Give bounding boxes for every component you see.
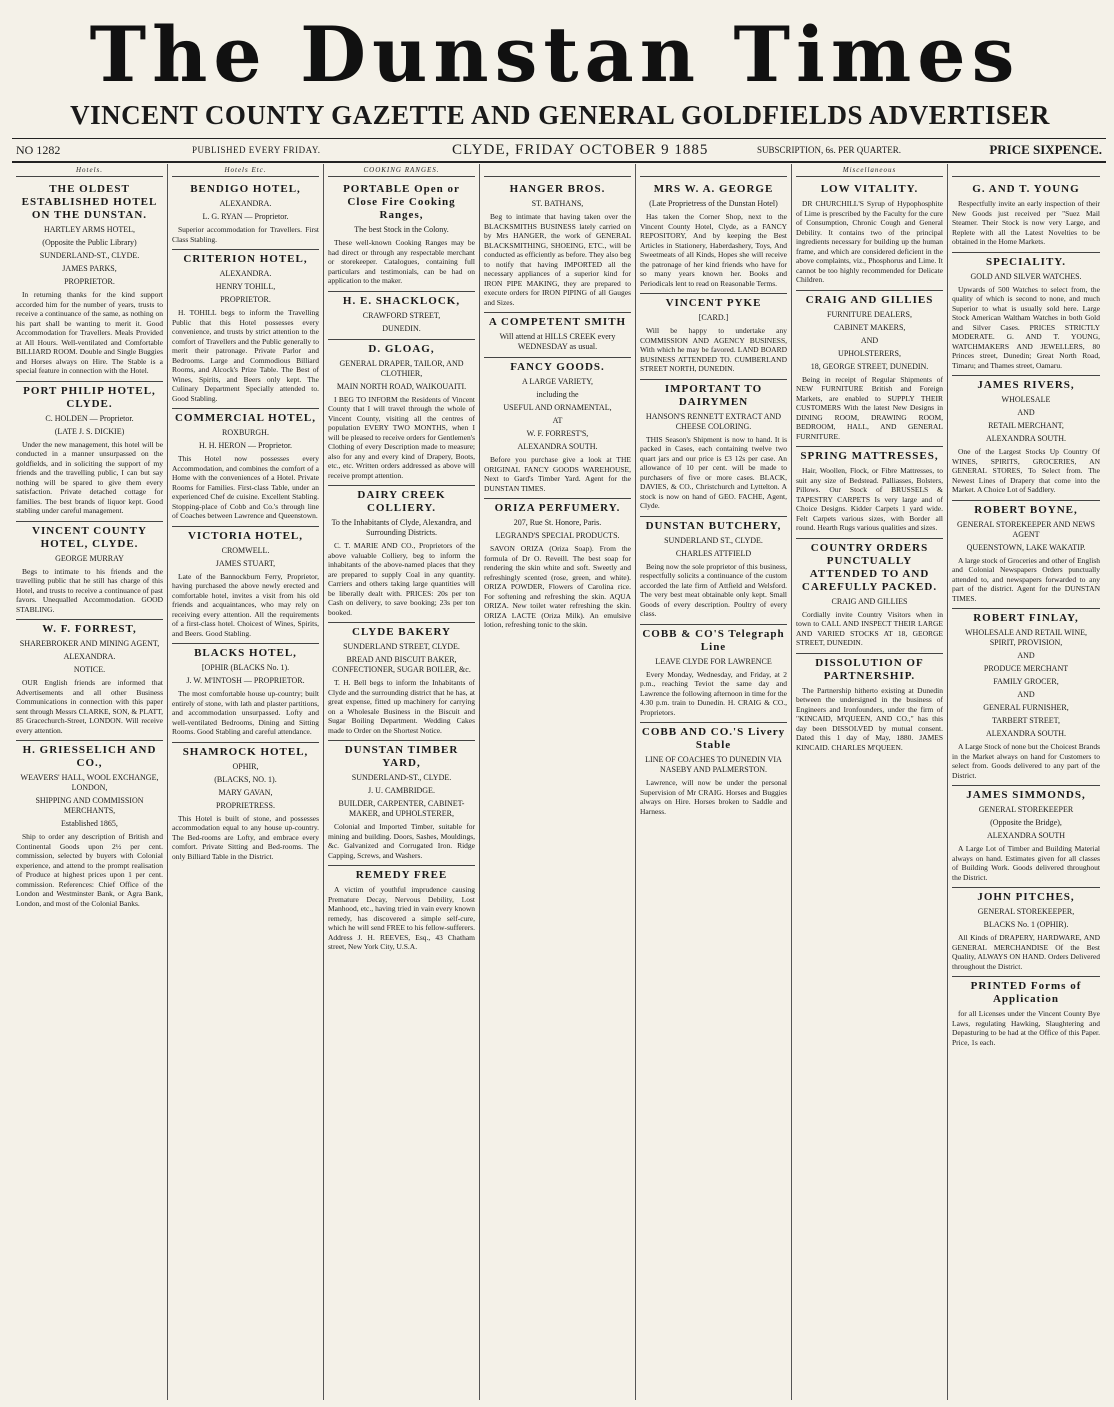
ad-body: C. T. MARIE AND CO., Proprietors of the above valuable Colliery, beg to inform the inhabitants of the above-named places that they are prepared to supply Coal in any quantity. Carriers and others taking large quantities will be liberally dealt with. PRICES: 20s per ton Cash on delivery, to save booking; 23s per ton booked. (328, 541, 475, 617)
advertisement (952, 786, 1100, 888)
ad-line: GENERAL STOREKEEPER (978, 805, 1074, 814)
ad-body: Under the new management, this hotel will be conducted in a manner unsurpassed on the goldfields, and in soliciting the support of my friends and the travelling public, I can but say nothing will be spared to give them every satisfaction. Private detached cottage for families. The best brands of liquor kept. Good stabling under careful management. (16, 439, 163, 515)
advertisement (484, 313, 631, 358)
ad-body: Every Monday, Wednesday, and Friday, at 2 p.m., reaching Teviot the same day and Lawrence the following afternoon in time for the 4.30 p.m. train to Dunedin. H. CRAIG & CO., Proprietors. (640, 669, 787, 717)
ad-title: IMPORTANT TO DAIRYMEN (664, 382, 763, 408)
ad-body: A Large Lot of Timber and Building Material always on hand. Estimates given for all classes of Building Work. Goods delivered throughout the District. (952, 844, 1100, 882)
ad-line: (BLACKS, NO. 1). (214, 774, 277, 784)
ad-title: VINCENT COUNTY HOTEL, CLYDE. (32, 524, 147, 550)
ad-body: DR CHURCHILL'S Syrup of Hypophosphite of Lime is prescribed by the Faculty for the cure of Consumption, Chronic Cough and General Debility. It contains two of the principal ingredients necessary for building up the human frame, and which are considered deficient in the above complaints, viz., Phosphorus and Lime. It cannot be too highly recommended for Delicate Children. (796, 199, 943, 284)
column-5 (636, 164, 792, 1400)
advertisement (796, 180, 943, 291)
ad-line: (LATE J. S. DICKIE) (54, 426, 125, 436)
ad-line: ALEXANDRA SOUTH. (986, 729, 1066, 738)
ad-line: MAIN NORTH ROAD, WAIKOUAITI. (336, 381, 467, 391)
advertisement (952, 609, 1100, 786)
ad-body: Being now the sole proprietor of this business, respectfully solicits a continuance of the custom accorded the late firm of Attfield and Welsford. The very best meat obtainable only kept. Small Goods of every description. Poultry of every class. (640, 561, 787, 618)
ad-title: W. F. FORREST, (42, 623, 137, 635)
ad-title: JAMES RIVERS, (977, 379, 1075, 391)
ad-line: HARTLEY ARMS HOTEL, (44, 225, 135, 234)
ad-line: HANSON'S RENNETT EXTRACT AND CHEESE COLORING. (645, 411, 782, 431)
newspaper-title: The Dunstan Times (89, 10, 1021, 99)
ad-title: COBB AND CO.'S Livery Stable (641, 726, 786, 751)
column-heading (952, 164, 1100, 177)
ad-title: FANCY GOODS. (510, 361, 605, 373)
column-heading: COOKING RANGES. (328, 164, 475, 177)
ad-line: AND (1017, 651, 1035, 660)
ad-line: ALEXANDRA SOUTH. (517, 442, 598, 451)
ad-line: Established 1865, (61, 819, 118, 828)
ad-line: A LARGE VARIETY, (522, 377, 593, 386)
advertisement (640, 723, 787, 821)
ad-title: G. AND T. YOUNG (972, 183, 1080, 195)
ad-body: A victim of youthful imprudence causing Premature Decay, Nervous Debility, Lost Manhood, etc., having tried in vain every known remedy, has discovered a simple self-cure, which he will send FREE to his fellow-sufferers. Address J. H. REEVES, Esq., 43 Chatham street, New York City, U.S.A. (328, 885, 475, 951)
ad-line: GENERAL STOREKEEPER AND NEWS AGENT (957, 519, 1095, 539)
advertisement (172, 527, 319, 645)
ad-line: [OPHIR (BLACKS No. 1). (201, 663, 290, 672)
ad-line: ST. BATHANS, (531, 199, 584, 208)
ad-line: BLACKS No. 1 (OPHIR). (983, 920, 1069, 929)
ad-body: Has taken the Corner Shop, next to the Vincent County Hotel, Clyde, as a FANCY REPOSITORY, And by keeping the Best Articles in Stationery, Haberdashery, Toys, And Sweetmeats of all Kinds, Hopes she will receive the patronage of her kind friends who have for so many years known her. Books and Periodicals lent to read on Reasonable Terms. (640, 212, 787, 288)
advertisement (952, 977, 1100, 1052)
advertisement (484, 180, 631, 313)
ad-line: GENERAL STOREKEEPER, (977, 907, 1075, 916)
ad-line: ALEXANDRA SOUTH (987, 831, 1065, 840)
subscription-note: SUBSCRIPTION, 6s. PER QUARTER. (757, 145, 901, 155)
advertisement (172, 409, 319, 527)
ad-body: The Partnership hitherto existing at Dunedin between the undersigned in the business of Engineers and Ironfounders, under the firm of "KINCAID, M'QUEEN, AND CO.," has this day been DISSOLVED by mutual consent. Dated this 1 day of May, 1880. JAMES KINCAID. CHARLES M'QUEEN. (796, 685, 943, 752)
ad-title: HANGER BROS. (509, 183, 606, 195)
advertisement (172, 180, 319, 250)
ad-line: FURNITURE DEALERS, (827, 309, 912, 319)
column-1 (12, 164, 168, 1400)
ad-title: MRS W. A. GEORGE (653, 183, 774, 195)
ad-title: BLACKS HOTEL, (194, 647, 297, 659)
ad-body: Being in receipt of Regular Shipments of NEW FURNITURE British and Foreign Markets, are enabled to SUPPLY THEIR CUSTOMERS With the latest New Designs in DINING ROOM, DRAWING ROOM, BEDROOM, HALL, AND GENERAL FURNITURE. (796, 374, 943, 441)
ad-body: Will be happy to undertake any COMMISSION AND AGENCY BUSINESS, With which he may be favored. LAND BOARD BUSINESS ATTENDED TO. CUMBERLAND STREET NORTH, DUNEDIN. (640, 326, 787, 373)
ad-body: Begs to intimate to his friends and the travelling public that he still has charge of this Hotel, and trusts to receive a continuance of past favors. Unequalled Accommodation. GOOD STABLING. (16, 566, 163, 614)
advertisement (16, 522, 163, 621)
ad-line: CROMWELL. (221, 545, 270, 555)
ad-line: (Opposite the Bridge), (990, 818, 1062, 827)
ad-body: T. H. Bell begs to inform the Inhabitants of Clyde and the surrounding district that he has, at great expense, fitted up machinery for carrying on a Wholesale Business in the Biscuit and Sugar Boiling Department. Wedding Cakes made to Order on the Shortest Notice. (328, 678, 475, 735)
advertisement (16, 382, 163, 522)
ad-line: GENERAL DRAPER, TAILOR, AND CLOTHIER, (339, 358, 464, 378)
ad-title: SPECIALITY. (986, 255, 1066, 268)
ad-title: LOW VITALITY. (820, 183, 919, 195)
ad-body: A large stock of Groceries and other of English and Colonial Newspapers Orders punctually attended to, and newspapers forwarded to any part of the district. Agent for the DUNSTAN TIMES. (952, 555, 1100, 603)
ad-body: These well-known Cooking Ranges may be had direct or through any respectable merchant or storekeeper. Catalogues, containing full particulars and testimonials, can be had on application to the maker. (328, 238, 475, 285)
ad-line: WEAVERS' HALL, WOOL EXCHANGE, LONDON, (20, 773, 159, 792)
ad-title: THE OLDEST ESTABLISHED HOTEL ON THE DUNSTAN. (21, 183, 158, 221)
ad-line: BUILDER, CARPENTER, CABINET-MAKER, and UPHOLSTERER, (338, 799, 465, 818)
ad-title: H. GRIESSELICH AND CO., (22, 744, 157, 769)
advertisement (328, 340, 475, 487)
ad-line: AND (1017, 408, 1035, 417)
ad-line: LEGRAND'S SPECIAL PRODUCTS. (495, 531, 620, 540)
advertisement (484, 499, 631, 635)
advertisement (952, 180, 1100, 253)
advertisement (16, 180, 163, 382)
advertisement (328, 623, 475, 741)
ad-title: SHAMROCK HOTEL, (182, 745, 309, 758)
ad-body: A Large Stock of none but the Choicest Brands in the Market always on hand for Customers to select from. Goods delivered to any part of the District. (952, 742, 1100, 780)
ad-body: I BEG TO INFORM the Residents of Vincent County that I will travel through the whole of Vincent County, visiting all the centres of population EVERY TWO MONTHS, when I will be pleased to receive orders for Gentlemen's Clothing of every Description made to measure; also for any and every kind of Drapery, Boots, etc., etc. Written orders addressed as above will receive prompt attention. (328, 394, 475, 480)
column-heading: Hotels. (16, 164, 163, 177)
ad-body: H. TOHILL begs to inform the Travelling Public that this Hotel possesses every convenience, and trusts by strict attention to the comfort of Travellers and the Public generally to merit their patronage. Private Parlor and Bedrooms. Large and Commodious Billiard Rooms, and Alcock's Prize Table. The Best of Wines, Spirits, and Beers only kept. The Culinary Department Specially attended to. Good Stabling. (172, 308, 319, 403)
ad-line: CABINET MAKERS, (833, 322, 906, 332)
ad-line: AND (1017, 690, 1035, 699)
advertisement (328, 292, 475, 340)
ad-body: Respectfully invite an early inspection of their New Goods just received per "Suez Mail Steamer. Their Stock is now very Large, and Replete with all the Latest Novelties to be obtained in the Home Markets. (952, 199, 1100, 246)
columns (12, 164, 1106, 1400)
ad-body: All Kinds of DRAPERY, HARDWARE, AND GENERAL MERCHANDISE Of the Best Quality, ALWAYS ON HAND. Orders Delivered throughout the District. (952, 933, 1100, 971)
advertisement (172, 644, 319, 743)
advertisement (796, 539, 943, 654)
ad-line: GENERAL FURNISHER, (983, 703, 1069, 712)
ad-body: SAVON ORIZA (Oriza Soap). From the formula of Dr O. Reveill. The best soap for rendering the skin white and soft. Sweetly and refreshingly scented (rose, green, and white). ORIZA POWDER, Flowers of Carolina rice. For softening and refreshing the skin. AQUA ORIZA. New toilet water refreshing the skin. ORIZA LACTE (Oriza Milk). An emulsive lotion, refreshing tonic to the skin. (484, 544, 631, 629)
advertisement (640, 380, 787, 517)
ad-title: VICTORIA HOTEL, (187, 529, 304, 542)
ad-line: (Opposite the Public Library) (42, 238, 137, 247)
advertisement (952, 888, 1100, 977)
ad-body: Before you purchase give a look at THE ORIGINAL FANCY GOODS WAREHOUSE, Next to Gard's Timber Yard. Agent for the DUNSTAN TIMES. (484, 455, 631, 493)
ad-line: LEAVE CLYDE FOR LAWRENCE (655, 656, 772, 666)
ad-body: Beg to intimate that having taken over the BLACKSMITHS BUSINESS lately carried on by Mrs HANGER, the work of GENERAL BLACKSMITHING, SHOEING, ETC., will be conducted as efficiently as before. They also beg to notify that having IMPORTED all the necessary appliances of a superior kind for IRON PIPE MAKING, they are prepared to execute orders for IRON PIPING of all Gauges and Sizes. (484, 212, 631, 307)
ad-line: GOLD AND SILVER WATCHES. (970, 271, 1082, 281)
ad-title: A COMPETENT SMITH (488, 316, 627, 328)
ad-title: PRINTED Forms of Application (970, 980, 1082, 1005)
ad-title: REMEDY FREE (355, 869, 448, 881)
ad-line: GEORGE MURRAY (55, 553, 124, 563)
ad-line: HENRY TOHILL, (215, 282, 276, 291)
ad-line: PROPRIETRESS. (216, 800, 275, 810)
ad-line: OPHIR, (232, 761, 259, 771)
ad-line: SUNDERLAND STREET, CLYDE. (343, 642, 460, 651)
ad-body: Lawrence, will now be under the personal Supervision of Mr CRAIG. Horses and Buggies always on Hire. Horses broken to Saddle and Harness. (640, 778, 787, 816)
ad-title: JAMES SIMMONDS, (966, 789, 1086, 801)
ad-line: CRAIG AND GILLIES (831, 596, 908, 606)
ad-line: SHIPPING AND COMMISSION MERCHANTS, (35, 796, 144, 815)
advertisement (16, 620, 163, 741)
ad-title: VINCENT PYKE (665, 297, 762, 309)
advertisement (952, 376, 1100, 501)
ad-line: AND (860, 335, 879, 345)
ad-line: USEFUL AND ORNAMENTAL, (503, 403, 612, 412)
ad-title: PORTABLE Open or Close Fire Cooking Ranges, (343, 183, 460, 221)
ad-line: CRAWFORD STREET, (362, 310, 441, 320)
ad-line: J. U. CAMBRIDGE. (368, 786, 435, 795)
ad-line: NOTICE. (73, 665, 106, 674)
ad-line: UPHOLSTERERS, (838, 348, 901, 358)
ad-line: LINE OF COACHES TO DUNEDIN VIA NASEBY AND PALMERSTON. (645, 755, 782, 774)
ad-line: J. W. M'INTOSH — PROPRIETOR. (186, 676, 305, 685)
ad-line: CHARLES ATTFIELD (675, 548, 752, 558)
ad-title: DAIRY CREEK COLLIERY. (357, 489, 446, 514)
column-7 (948, 164, 1104, 1400)
ad-line: SUNDERLAND-ST., CLYDE. (39, 251, 140, 260)
advertisement (328, 486, 475, 623)
ad-title: JOHN PITCHES, (977, 891, 1075, 903)
advertisement (796, 654, 943, 758)
column-heading: Miscellaneous (796, 164, 943, 177)
ad-line: JAMES PARKS, (62, 264, 117, 273)
ad-title: COBB & CO'S Telegraph Line (642, 627, 785, 653)
ad-body: Hair, Woollen, Flock, or Fibre Mattresses, to suit any size of Bedstead. Palliasses, Bolsters, Pillows. Our Stock of BRUSSELS & TAPESTRY CARPETS Is very large and of Choice Designs. Kidder Carpets 1 yard wide. Felt Carpets various sizes, with Border all round. Hearth Rugs various qualities and sizes. (796, 466, 943, 532)
issue-date: CLYDE, FRIDAY OCTOBER 9 1885 (452, 142, 709, 158)
column-2 (168, 164, 324, 1400)
advertisement (172, 250, 319, 409)
ad-title: DUNSTAN TIMBER YARD, (344, 744, 459, 769)
ad-title: COUNTRY ORDERS PUNCTUALLY ATTENDED TO AND CAREFULLY PACKED. (801, 541, 938, 593)
ad-line: The best Stock in the Colony. (354, 225, 449, 234)
ad-title: PORT PHILIP HOTEL, CLYDE. (23, 384, 156, 410)
ad-title: CRAIG AND GILLIES (805, 293, 934, 306)
ad-body: OUR English friends are informed that Advertisements and all other Business Communications in connection with this paper sent through Messrs CLARKE, SON, & PLATT, 85 Gracechurch-Street, LONDON. Will receive every attention. (16, 678, 163, 735)
ad-line: ROXBURGH. (222, 428, 269, 437)
ad-title: ROBERT FINLAY, (973, 612, 1079, 624)
column-heading (640, 164, 787, 177)
ad-line: FAMILY GROCER, (993, 677, 1059, 686)
ad-line: WHOLESALE (1001, 395, 1051, 404)
ad-line: H. H. HERON — Proprietor. (198, 441, 293, 450)
ad-title: CLYDE BAKERY (352, 626, 451, 638)
ad-body: Late of the Bannockburn Ferry, Proprietor, having purchased the above newly erected and comfortable hotel, invites a visit from his old friends and acquaintances, who may rely on receiving every attention. All the requirements of a first-class hotel. Choicest of Wines, Spirits, and Beers. Good Stabling. (172, 571, 319, 638)
ad-line: JAMES STUART, (215, 558, 276, 568)
ad-line: To the Inhabitants of Clyde, Alexandra, and Surrounding Districts. (331, 518, 472, 537)
newspaper-subtitle: VINCENT COUNTY GAZETTE AND GENERAL GOLDFIELDS ADVERTISER (70, 100, 1050, 130)
ad-line: PROPRIETOR. (220, 295, 271, 304)
ad-line: SHAREBROKER AND MINING AGENT, (19, 639, 160, 648)
ad-line: PROPRIETOR. (64, 277, 115, 286)
ad-line: MARY GAVAN, (218, 787, 273, 797)
ad-line: (Late Proprietress of the Dunstan Hotel) (649, 199, 778, 208)
ad-line: PRODUCE MERCHANT (983, 664, 1069, 673)
ad-line: QUEENSTOWN, LAKE WAKATIP. (966, 542, 1086, 552)
ad-line: Will attend at HILLS CREEK every WEDNESDAY as usual. (499, 332, 616, 351)
ad-line: 18, GEORGE STREET, DUNEDIN. (810, 361, 929, 371)
advertisement (16, 741, 163, 913)
ad-title: BENDIGO HOTEL, (190, 183, 301, 195)
ad-body: Colonial and Imported Timber, suitable for mining and building. Doors, Sashes, Mouldings, &c. Galvanized and Corrugated Iron. Ridge Capping, Screws, and Washers. (328, 822, 475, 860)
advertisement (640, 294, 787, 380)
ad-body: This Hotel is built of stone, and possesses accommodation equal to any house up-country. The Bed-rooms are Lofty, and embrace every comfort. Private Sitting and Bed-rooms. The only Billiard Table in the District. (172, 813, 319, 861)
ad-line: 207, Rue St. Honore, Paris. (513, 518, 602, 527)
ad-body: The most comfortable house up-country; built entirely of stone, with lath and plaster partitions, and accommodation unsurpassed. Lofty and well-ventilated Bedrooms, Dining and Sitting Rooms. Good Stabling and careful attendance. (172, 689, 319, 736)
ad-title: DUNSTAN BUTCHERY, (645, 519, 782, 532)
column-3 (324, 164, 480, 1400)
ad-line: BREAD AND BISCUIT BAKER, CONFECTIONER, SUGAR BOILER, &c. (332, 655, 471, 674)
advertisement (640, 517, 787, 625)
ad-title: COMMERCIAL HOTEL, (174, 412, 317, 424)
ad-line: ALEXANDRA. (219, 199, 272, 208)
ad-title: D. GLOAG, (368, 342, 435, 355)
ad-line: WHOLESALE AND RETAIL WINE, SPIRIT, PROVISION, (964, 628, 1087, 647)
ad-line: ALEXANDRA. (63, 652, 116, 661)
ad-title: ORIZA PERFUMERY. (494, 502, 621, 514)
advertisement (328, 741, 475, 866)
advertisement (484, 358, 631, 499)
price-note: PRICE SIXPENCE. (989, 142, 1102, 157)
advertisement (640, 180, 787, 294)
ad-body: for all Licenses under the Vincent County Bye Laws, regulating Hawking, Slaughtering and Depasturing to be had at the Office of this Paper. Price, 1s each. (952, 1009, 1100, 1047)
ad-body: Ship to order any description of British and Continental Goods upon 2½ per cent. commission, selected by buyers with Colonial experience, and attend to the prompt realisation of Produce at highest prices upon 1 per cent. commission. References: Chief Office of the London and Westminster Bank, or Agra Bank, London, and most of the Colonial Banks. (16, 832, 163, 908)
advertisement (796, 447, 943, 539)
ad-line: AT (552, 416, 563, 425)
ad-body: This Hotel now possesses every Accommodation, and combines the comfort of a Home with the conveniences of a Hotel. Private Rooms for Families. First-class Table, under an experienced Chef de cuisine. Excellent Stabling. Stopping-place of Cobb and Co.'s through line of Coaches between Lawrence and Queenstown. (172, 454, 319, 520)
ad-title: H. E. SHACKLOCK, (342, 294, 461, 307)
ad-line: ALEXANDRA SOUTH. (986, 434, 1066, 443)
ad-line: C. HOLDEN — Proprietor. (45, 413, 134, 423)
ad-line: L. G. RYAN — Proprietor. (202, 212, 289, 221)
column-heading: Hotels Etc. (172, 164, 319, 177)
ad-body: THIS Season's Shipment is now to hand. It is packed in Cases, each containing twelve two quart jars and our price is £3 12s per case. An allowance of 10 per cent. will be made to purchasers of five or more cases. BLACK, DAVIES, & CO., Christchurch and Lyttelton. A stock is now on hand of GEO. FACHE, Agent, Clyde. (640, 434, 787, 510)
ad-body: One of the Largest Stocks Up Country Of WINES, SPIRITS, GROCERIES, AN GENERAL STORES, To Select from. The Newest Lines of Drapery that come into the Market. A Choice Lot of Saddlery. (952, 447, 1100, 494)
ad-title: DISSOLUTION OF PARTNERSHIP. (815, 656, 924, 682)
column-6 (792, 164, 948, 1400)
published-note: PUBLISHED EVERY FRIDAY. (192, 145, 321, 155)
advertisement (328, 866, 475, 957)
ad-body: Upwards of 500 Watches to select from, the quality of which is second to none, and much Superior to what is usually sold here. Large Stock American Waltham Watches in both Gold and Silver Cases. PRICES STRICTLY MODERATE. G. AND T. YOUNG, WATCHMAKERS AND JEWELLERS, 80 Princes street, Dunedin; Great North Road, Timaru; and Thames street, Oamaru. (952, 284, 1100, 370)
advertisement (640, 625, 787, 724)
ad-title: ROBERT BOYNE, (974, 503, 1078, 516)
advertisement (328, 180, 475, 292)
ad-body: In returning thanks for the kind support accorded him for the number of years, trusts to receive a continuance of the same, as nothing on his part shall be wanting to merit it. Good Accommodation for Travellers. Meals Provided at All Hours. Well-ventilated and Comfortable BILLIARD ROOM. Double and Single Buggies and Horses always on Hire. The Stable is a special feature in connection with the Hotel. (16, 290, 163, 375)
advertisement (172, 743, 319, 867)
ad-line: SUNDERLAND ST., CLYDE. (664, 535, 763, 545)
ad-body: Superior accommodation for Travellers. First Class Stabling. (172, 225, 319, 244)
advertisement (952, 253, 1100, 377)
ad-body: Cordially invite Country Visitors when in town to CALL AND INSPECT THEIR LARGE AND VARIED STOCKS AT 18, GEORGE STREET, DUNEDIN. (796, 609, 943, 647)
dateline (12, 138, 1106, 163)
ad-line: ALEXANDRA. (219, 269, 272, 278)
column-heading (484, 164, 631, 177)
ad-line: RETAIL MERCHANT, (988, 421, 1064, 430)
issue-number: NO 1282 (16, 143, 61, 157)
ad-line: SUNDERLAND-ST., CLYDE. (351, 773, 452, 782)
ad-line: including the (536, 390, 579, 399)
ad-line: [CARD.] (698, 313, 729, 322)
column-4 (480, 164, 636, 1400)
ad-line: DUNEDIN. (382, 323, 421, 333)
ad-line: W. F. FORREST'S, (526, 429, 589, 438)
ad-title: SPRING MATTRESSES, (800, 450, 939, 462)
advertisement (796, 291, 943, 448)
ad-line: TARBERT STREET, (992, 716, 1060, 725)
masthead (0, 0, 1114, 160)
advertisement (952, 501, 1100, 610)
ad-title: CRITERION HOTEL, (183, 253, 308, 265)
